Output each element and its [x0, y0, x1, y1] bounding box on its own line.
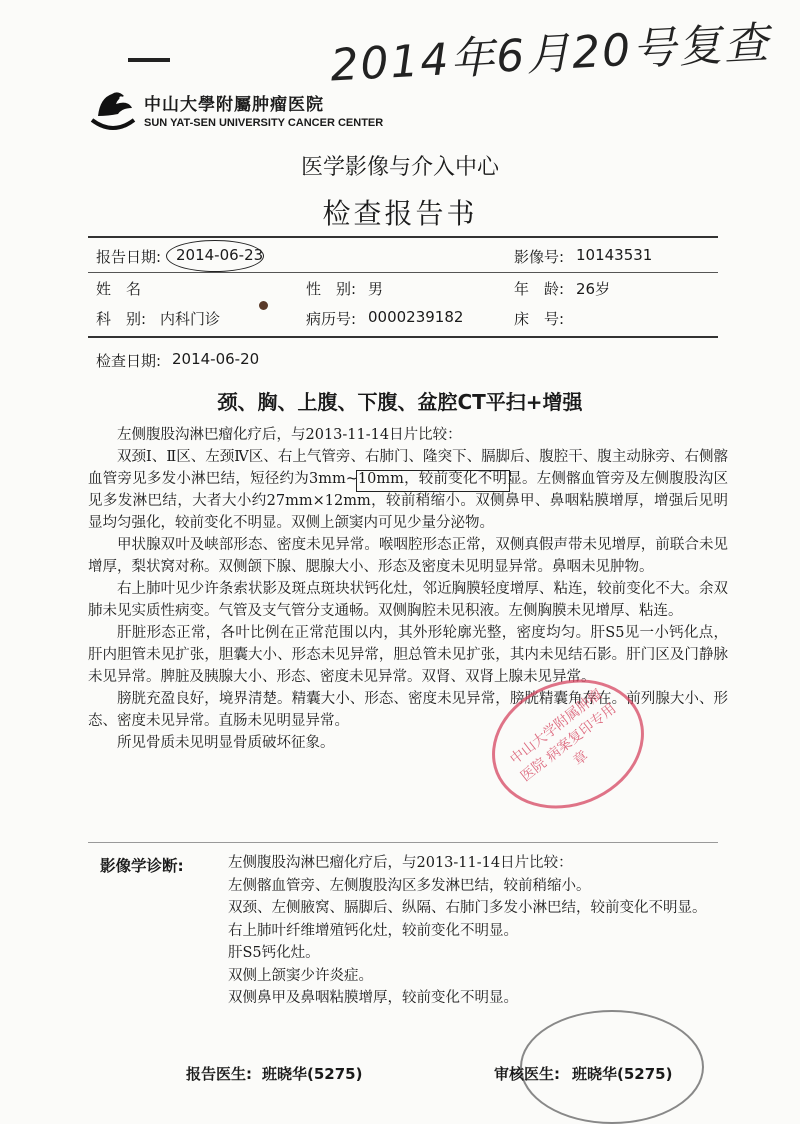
- diagnosis-item: 肝S5钙化灶。: [228, 945, 320, 961]
- exam-date-label: 检查日期:: [96, 352, 162, 370]
- handwritten-dash: [128, 58, 170, 62]
- diagnosis-item: 双侧上颌窦少许炎症。: [228, 967, 373, 984]
- image-no: 10143531: [576, 246, 653, 264]
- hospital-emblem-icon: [88, 86, 138, 132]
- handwritten-box: [356, 470, 510, 492]
- sex-label: 性 别:: [306, 280, 357, 298]
- report-doctor-label: 报告医生:: [186, 1065, 252, 1083]
- diagnosis-item: 双颈、左侧腋窝、膈脚后、纵隔、右肺门多发小淋巴结，较前变化不明显。: [228, 900, 707, 916]
- ink-dot: [259, 301, 268, 310]
- hospital-name-cn: 中山大學附屬肿瘤医院: [144, 94, 324, 115]
- hospital-name-en: SUN YAT-SEN UNIVERSITY CANCER CENTER: [144, 116, 384, 129]
- diagnosis-item: 右上肺叶纤维增殖钙化灶，较前变化不明显。: [228, 922, 518, 939]
- image-no-label: 影像号:: [514, 248, 565, 266]
- exam-date: 2014-06-20: [172, 350, 260, 368]
- hospital-logo: [88, 86, 383, 132]
- document-title: 检查报告书: [322, 197, 478, 230]
- handwritten-circle: [166, 240, 264, 272]
- findings-paragraph: 左侧腹股沟淋巴瘤化疗后，与2013-11-14日片比较：: [117, 427, 462, 443]
- report-doctor: 班晓华(5275): [262, 1065, 363, 1083]
- record-value: 0000239182: [368, 308, 464, 326]
- diagnosis-item: 左侧腹股沟淋巴瘤化疗后，与2013-11-14日片比较：: [228, 855, 573, 871]
- findings-paragraph: 肝脏形态正常，各叶比例在正常范围以内，其外形轮廓光整，密度均匀。肝S5见一小钙化点，肝内胆管未见扩张，胆囊大小、形态未见异常，胆总管未见扩张，其内未见结石影。肝门区及门静脉未见异常。脾脏及胰腺大小、形态、密度未见异常。双肾、双肾上腺未见异常。: [88, 625, 728, 685]
- dept-value: 内科门诊: [160, 310, 221, 328]
- findings-paragraph: 膀胱充盈良好，境界清楚。精囊大小、形态、密度未见异常，膀胱精囊角存在。前列腺大小、形态、密度未见异常。直肠未见明显异常。: [88, 691, 728, 729]
- name-label: 姓 名: [96, 280, 142, 298]
- review-doctor-label: 审核医生:: [494, 1065, 560, 1083]
- divider: [88, 842, 718, 843]
- report-date-label: 报告日期:: [96, 248, 162, 266]
- findings-paragraph: 右上肺叶见少许条索状影及斑点斑块状钙化灶，邻近胸膜轻度增厚、粘连，较前变化不大。余双肺未见实质性病变。气管及支气管分支通畅。双侧胸腔未见积液。左侧胸膜未见增厚、粘连。: [88, 581, 728, 619]
- record-label: 病历号:: [306, 310, 357, 328]
- diagnosis-label: 影像学诊断:: [100, 857, 184, 875]
- bed-label: 床 号:: [514, 310, 565, 328]
- exam-title: 颈、胸、上腹、下腹、盆腔CT平扫+增强: [217, 390, 583, 414]
- findings-paragraph: 甲状腺双叶及峡部形态、密度未见异常。喉咽腔形态正常，双侧真假声带未见增厚，前联合未见增厚，梨状窝对称。双侧颌下腺、腮腺大小、形态及密度未见明显异常。鼻咽未见肿物。: [88, 537, 728, 575]
- sex-value: 男: [368, 280, 384, 298]
- age-label: 年 龄:: [514, 280, 565, 298]
- diagnosis-list: [228, 852, 707, 1010]
- age-value: 26岁: [576, 280, 611, 298]
- report-date: 2014-06-23: [176, 246, 264, 264]
- findings-paragraph: 所见骨质未见明显骨质破坏征象。: [117, 735, 335, 751]
- handwritten-note: 2014年6月20号复查: [329, 17, 772, 92]
- stamp-text: 中山大学附属肿瘤医院 病案复印专用章: [507, 686, 620, 785]
- divider: [88, 272, 718, 273]
- divider: [88, 236, 718, 238]
- department-title: 医学影像与介入中心: [300, 155, 499, 180]
- diagnosis-item: 左侧髂血管旁、左侧腹股沟区多发淋巴结，较前稍缩小。: [228, 877, 591, 894]
- review-doctor: 班晓华(5275): [572, 1065, 673, 1083]
- diagnosis-item: 双侧鼻甲及鼻咽粘膜增厚，较前变化不明显。: [228, 990, 518, 1006]
- dept-label: 科 别:: [96, 310, 147, 328]
- findings-paragraph: 双颈Ⅰ、Ⅱ区、左颈Ⅳ区、右上气管旁、右肺门、隆突下、膈脚后、腹腔干、腹主动脉旁、右侧髂血管旁见多发小淋巴结，短径约为3mm~10mm，较前变化不明显。左侧髂血管旁及左侧腹股沟区见多发淋巴结，大者大小约27mm×12mm，较前稍缩小。双侧鼻甲、鼻咽粘膜增厚，增强后见明显均匀强化，较前变化不明显。双侧上颌窦内可见少量分泌物。: [88, 449, 728, 531]
- divider: [88, 336, 718, 338]
